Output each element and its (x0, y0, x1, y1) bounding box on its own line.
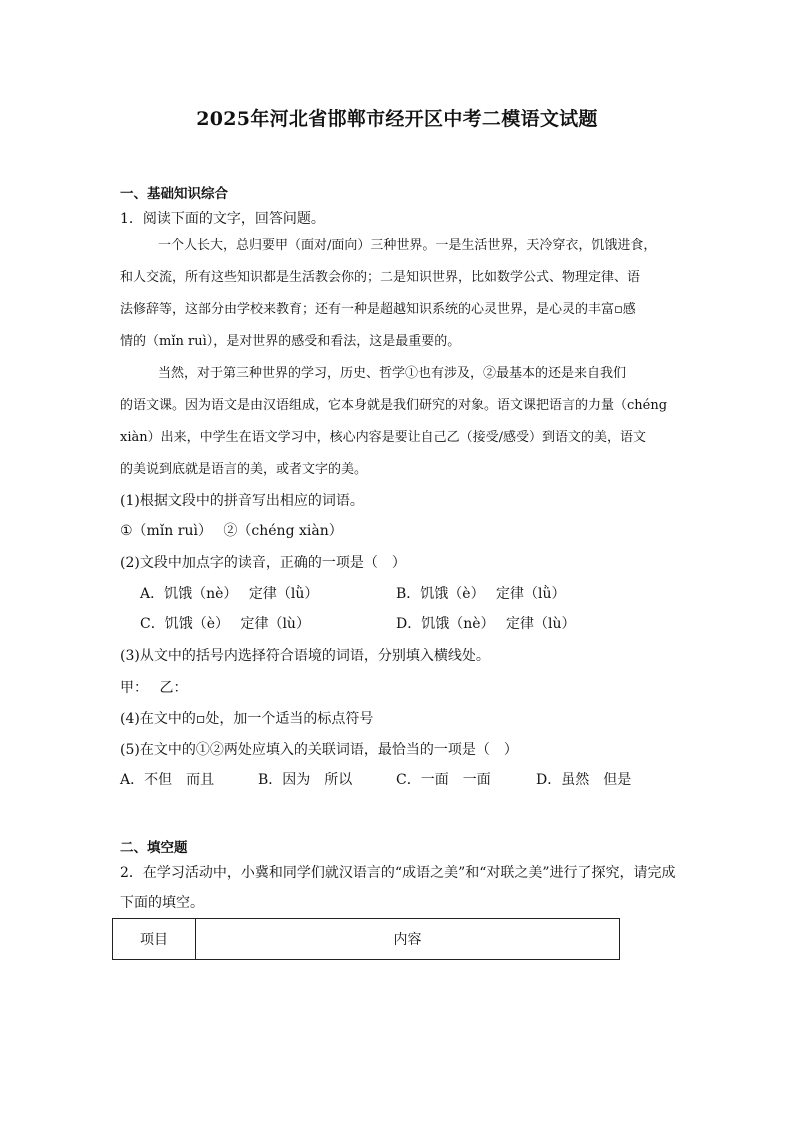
option-a: A．饥饿（nè） 定律（lǜ） (140, 586, 319, 602)
option-d: D．饥饿（nè） 定律（lù） (396, 616, 576, 632)
passage-paragraph-1-line-2: 和人交流，所有这些知识都是生活教会你的；二是知识世界，比如数学公式、物理定律、语 (120, 270, 641, 285)
passage-paragraph-1-line-4: 情的（mǐn ruì），是对世界的感受和看法，这是最重要的。 (120, 334, 461, 349)
passage-paragraph-2-line-4: 的美说到底就是语言的美，或者文字的美。 (120, 462, 368, 477)
option-c: C．饥饿（è） 定律（lù） (140, 616, 310, 632)
sub-question-5: (5)在文中的①②两处应填入的关联词语，最恰当的一项是（ ） (120, 742, 518, 758)
option-b: B．饥饿（è） 定律（lǜ） (396, 586, 566, 602)
table-header-row (113, 919, 620, 960)
answer-table (112, 918, 620, 960)
sub-question-3-answer-blanks: 甲： 乙： (120, 680, 188, 696)
passage-paragraph-1-line-3: 法修辞等，这部分由学校来教育；还有一种是超越知识系统的心灵世界，是心灵的丰富▫感 (120, 302, 636, 317)
question-2-stem-line-2: 下面的填空。 (120, 895, 204, 911)
passage-paragraph-2-line-3: xiàn）出来，中学生在语文学习中，核心内容是要让自己乙（接受/感受）到语文的美，语文 (120, 430, 646, 445)
question-1-stem: 1．阅读下面的文字，回答问题。 (120, 211, 325, 227)
sub-question-1-answer-blanks: ①（mǐn ruì） ②（chéng xiàn） (120, 523, 343, 539)
page-title: 2025年河北省邯郸市经开区中考二模语文试题 (196, 108, 598, 130)
table-header-content: 内容 (196, 919, 620, 960)
section-heading-basic-knowledge: 一、基础知识综合 (120, 186, 228, 202)
option-5-c: C．一面 一面 (396, 772, 491, 788)
sub-question-4: (4)在文中的▫处，加一个适当的标点符号 (120, 711, 374, 727)
passage-paragraph-2-line-2: 的语文课。因为语文是由汉语组成，它本身就是我们研究的对象。语文课把语言的力量（chéng (120, 398, 668, 413)
sub-question-3: (3)从文中的括号内选择符合语境的词语，分别填入横线处。 (120, 648, 490, 664)
passage-paragraph-1-line-1: 一个人长大，总归要甲（面对/面向）三种世界。一是生活世界，天冷穿衣，饥饿进食， (158, 238, 657, 253)
passage-paragraph-2-line-1: 当然，对于第三种世界的学习，历史、哲学①也有涉及，②最基本的还是来自我们 (158, 366, 627, 381)
sub-question-2: (2)文段中加点字的读音，正确的一项是（ ） (120, 555, 406, 571)
option-5-b: B．因为 所以 (258, 772, 353, 788)
section-heading-fill-in: 二、填空题 (120, 840, 188, 856)
question-2-stem-line-1: 2．在学习活动中，小冀和同学们就汉语言的“成语之美”和“对联之美”进行了探究，请完成 (120, 865, 676, 881)
table-header-item: 项目 (113, 919, 196, 960)
sub-question-1: (1)根据文段中的拼音写出相应的词语。 (120, 493, 364, 509)
option-5-d: D．虽然 但是 (536, 772, 632, 788)
option-5-a: A．不但 而且 (120, 772, 215, 788)
